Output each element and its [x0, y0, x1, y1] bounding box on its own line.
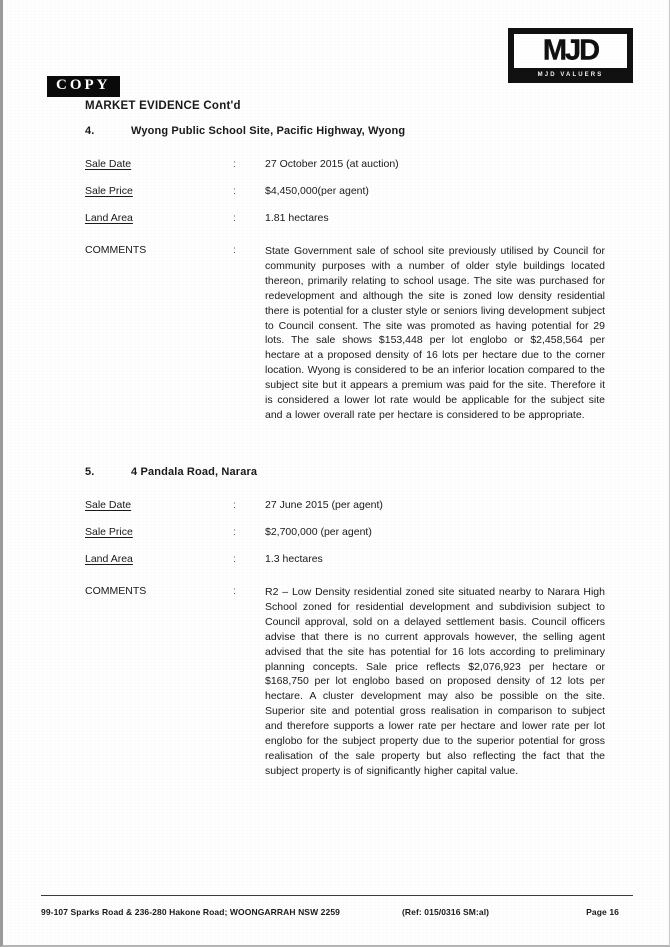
comments-label: COMMENTS [85, 244, 147, 256]
land-area-label: Land Area [85, 553, 133, 565]
sale-price-row [3, 526, 670, 538]
company-logo [508, 28, 633, 83]
sale-date-value: 27 June 2015 (per agent) [265, 499, 383, 511]
sale-price-label: Sale Price [85, 185, 133, 197]
separator-colon: : [233, 585, 236, 597]
logo-mark-box [513, 33, 628, 69]
land-area-row [3, 553, 670, 565]
separator-colon: : [233, 185, 236, 197]
entry-title-row [3, 466, 670, 478]
land-area-value: 1.3 hectares [265, 553, 323, 565]
separator-colon: : [233, 212, 236, 224]
logo-subtitle: MJD VALUERS [537, 72, 604, 78]
sale-price-value: $4,450,000(per agent) [265, 185, 369, 197]
separator-colon: : [233, 526, 236, 538]
comments-text: State Government sale of school site previously utilised by Council for community purposes with a number of older style buildings located thereon, primarily relating to school usage. The site was purchased for redevelopment and although the site is zoned low density residential there is potential for a cluster style or seniors living development subject to Council consent. The site was promoted as having potential for 29 lots. The sale shows $153,448 per lot englobo or $2,458,564 per hectare at a proposed density of 16 lots per hectare due to the corner location. Wyong is considered to be an inferior location compared to the subject site but it appears a premium was paid for the site. Therefore it is considered a lower lot rate would be applicable for the subject site and a lower overall rate per hectare is considered to be appropriate. [265, 245, 605, 421]
comments-text: R2 – Low Density residential zoned site situated nearby to Narara High School zoned for residential development and subdivision subject to Council approval, sold on a delayed settlement basis. Council officers advise that there is no current approvals however, the selling agent advised that the site has potential for 16 lots according to preliminary planning concepts. Sale price reflects $2,076,923 per hectare or $168,750 per lot englobo based on proposed density of 12 lots per hectare. A cluster development may also be possible on the site. Superior site and potential gross realisation in comparison to subject and therefore supports a lower rate per hectare and lower rate per lot englobo for the subject property due to the superior potential for gross realisation of the sale property but also reflecting the fact that the subject property is of significantly higher capital value. [265, 586, 605, 777]
entry-address: Wyong Public School Site, Pacific Highway, Wyong [131, 125, 406, 137]
sale-price-value: $2,700,000 (per agent) [265, 526, 372, 538]
sale-date-row [3, 158, 670, 170]
footer-divider [41, 895, 633, 896]
sale-date-row [3, 499, 670, 511]
sale-date-label: Sale Date [85, 499, 132, 511]
land-area-label: Land Area [85, 212, 133, 224]
market-evidence-entry-4 [3, 125, 670, 423]
land-area-row [3, 212, 670, 224]
separator-colon: : [233, 158, 236, 170]
page-footer [41, 895, 633, 917]
logo-monogram: MJD [542, 34, 599, 67]
separator-colon: : [233, 244, 236, 256]
sale-price-row [3, 185, 670, 197]
copy-stamp: COPY [47, 76, 120, 97]
comments-label: COMMENTS [85, 585, 147, 597]
page-title: MARKET EVIDENCE Cont'd [85, 100, 241, 112]
footer-page-number: Page 16 [586, 907, 619, 917]
comments-row [3, 585, 670, 779]
sale-date-value: 27 October 2015 (at auction) [265, 158, 399, 170]
footer-row [41, 907, 633, 917]
entry-number: 5. [85, 466, 95, 478]
comments-row [3, 244, 670, 423]
entry-address: 4 Pandala Road, Narara [131, 466, 258, 478]
sale-date-label: Sale Date [85, 158, 132, 170]
separator-colon: : [233, 553, 236, 565]
footer-address: 99-107 Sparks Road & 236-280 Hakone Road; WOONGARRAH NSW 2259 [41, 907, 340, 917]
entry-title-row [3, 125, 670, 137]
sale-price-label: Sale Price [85, 526, 133, 538]
market-evidence-entry-5 [3, 466, 670, 779]
land-area-value: 1.81 hectares [265, 212, 329, 224]
separator-colon: : [233, 499, 236, 511]
footer-reference: (Ref: 015/0316 SM:al) [401, 907, 490, 917]
entry-number: 4. [85, 125, 95, 137]
